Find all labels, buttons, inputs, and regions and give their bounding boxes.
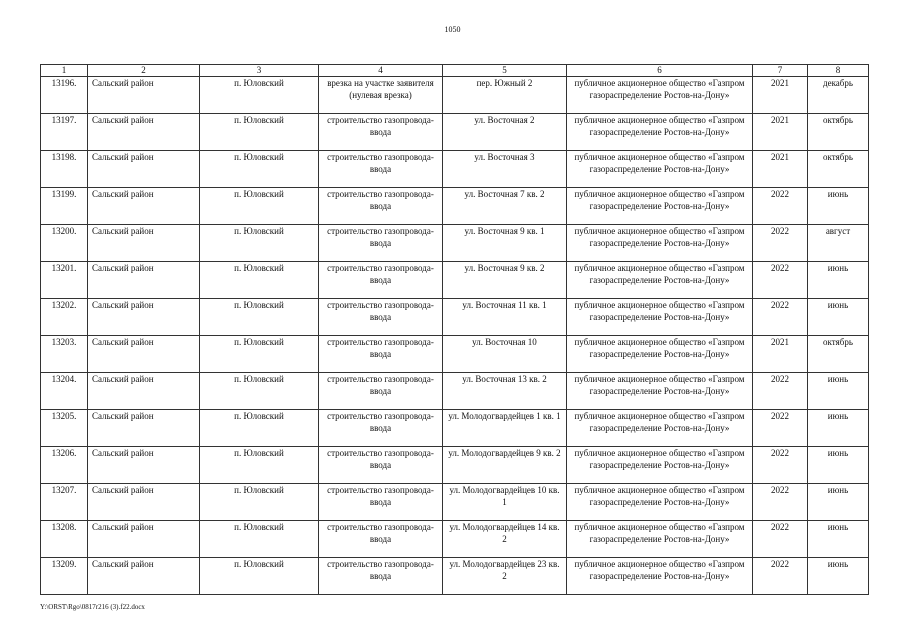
cell-address: ул. Молодогвардейцев 1 кв. 1 [443,410,567,447]
cell-work-type: строительство газопровода-ввода [319,262,443,299]
cell-year: 2022 [753,558,808,595]
cell-year: 2021 [753,114,808,151]
cell-address: ул. Молодогвардейцев 23 кв. 2 [443,558,567,595]
cell-settlement: п. Юловский [200,558,319,595]
cell-work-type: строительство газопровода-ввода [319,336,443,373]
cell-month: декабрь [808,77,869,114]
cell-district: Сальский район [88,558,200,595]
cell-work-type: строительство газопровода-ввода [319,447,443,484]
cell-settlement: п. Юловский [200,447,319,484]
cell-organization: публичное акционерное общество «Газпром газораспределение Ростов-на-Дону» [567,521,753,558]
cell-work-type: строительство газопровода-ввода [319,114,443,151]
cell-organization: публичное акционерное общество «Газпром газораспределение Ростов-на-Дону» [567,225,753,262]
cell-year: 2022 [753,447,808,484]
table-row [41,225,869,262]
cell-settlement: п. Юловский [200,521,319,558]
data-table [40,64,869,595]
cell-address: ул. Восточная 3 [443,151,567,188]
cell-month: июнь [808,521,869,558]
cell-district: Сальский район [88,262,200,299]
cell-organization: публичное акционерное общество «Газпром газораспределение Ростов-на-Дону» [567,373,753,410]
table-row [41,188,869,225]
table-row [41,151,869,188]
cell-organization: публичное акционерное общество «Газпром газораспределение Ростов-на-Дону» [567,188,753,225]
cell-work-type: врезка на участке заявителя (нулевая врезка) [319,77,443,114]
cell-district: Сальский район [88,336,200,373]
cell-year: 2021 [753,336,808,373]
column-header: 2 [88,65,200,77]
table-row [41,521,869,558]
cell-month: июнь [808,410,869,447]
cell-row-number: 13203. [41,336,88,373]
cell-organization: публичное акционерное общество «Газпром газораспределение Ростов-на-Дону» [567,77,753,114]
cell-district: Сальский район [88,114,200,151]
cell-organization: публичное акционерное общество «Газпром газораспределение Ростов-на-Дону» [567,114,753,151]
column-header: 6 [567,65,753,77]
cell-row-number: 13206. [41,447,88,484]
cell-month: июнь [808,299,869,336]
cell-year: 2021 [753,151,808,188]
cell-organization: публичное акционерное общество «Газпром газораспределение Ростов-на-Дону» [567,410,753,447]
cell-month: октябрь [808,114,869,151]
cell-month: июнь [808,373,869,410]
cell-settlement: п. Юловский [200,484,319,521]
cell-row-number: 13201. [41,262,88,299]
column-header: 7 [753,65,808,77]
cell-work-type: строительство газопровода-ввода [319,558,443,595]
cell-row-number: 13205. [41,410,88,447]
cell-address: ул. Восточная 11 кв. 1 [443,299,567,336]
table-row [41,336,869,373]
cell-district: Сальский район [88,225,200,262]
table-row [41,558,869,595]
cell-address: ул. Молодогвардейцев 10 кв. 1 [443,484,567,521]
cell-work-type: строительство газопровода-ввода [319,188,443,225]
cell-address: ул. Восточная 13 кв. 2 [443,373,567,410]
cell-row-number: 13200. [41,225,88,262]
cell-year: 2021 [753,77,808,114]
cell-year: 2022 [753,373,808,410]
cell-work-type: строительство газопровода-ввода [319,484,443,521]
cell-district: Сальский район [88,151,200,188]
table-row [41,299,869,336]
cell-district: Сальский район [88,77,200,114]
cell-row-number: 13209. [41,558,88,595]
cell-organization: публичное акционерное общество «Газпром газораспределение Ростов-на-Дону» [567,447,753,484]
cell-row-number: 13208. [41,521,88,558]
cell-work-type: строительство газопровода-ввода [319,410,443,447]
column-header: 5 [443,65,567,77]
cell-year: 2022 [753,410,808,447]
column-header: 4 [319,65,443,77]
cell-row-number: 13204. [41,373,88,410]
cell-settlement: п. Юловский [200,410,319,447]
table-row [41,262,869,299]
cell-district: Сальский район [88,521,200,558]
cell-work-type: строительство газопровода-ввода [319,225,443,262]
footer-file-path: Y:\ORST\Rgo\0817r216 (3).f22.docx [40,603,145,611]
cell-row-number: 13207. [41,484,88,521]
table-header-row [41,65,869,77]
cell-settlement: п. Юловский [200,373,319,410]
column-header: 8 [808,65,869,77]
cell-organization: публичное акционерное общество «Газпром газораспределение Ростов-на-Дону» [567,484,753,521]
cell-organization: публичное акционерное общество «Газпром газораспределение Ростов-на-Дону» [567,151,753,188]
cell-settlement: п. Юловский [200,336,319,373]
cell-row-number: 13202. [41,299,88,336]
table-row [41,484,869,521]
cell-settlement: п. Юловский [200,262,319,299]
cell-settlement: п. Юловский [200,188,319,225]
cell-address: ул. Восточная 9 кв. 2 [443,262,567,299]
cell-district: Сальский район [88,410,200,447]
cell-settlement: п. Юловский [200,114,319,151]
cell-month: июнь [808,188,869,225]
table-row [41,410,869,447]
cell-district: Сальский район [88,447,200,484]
column-header: 3 [200,65,319,77]
cell-address: ул. Восточная 2 [443,114,567,151]
cell-organization: публичное акционерное общество «Газпром газораспределение Ростов-на-Дону» [567,336,753,373]
cell-address: ул. Молодогвардейцев 9 кв. 2 [443,447,567,484]
cell-work-type: строительство газопровода-ввода [319,521,443,558]
page-number: 1050 [444,25,461,34]
cell-district: Сальский район [88,188,200,225]
cell-settlement: п. Юловский [200,225,319,262]
cell-month: август [808,225,869,262]
cell-settlement: п. Юловский [200,77,319,114]
cell-year: 2022 [753,484,808,521]
cell-organization: публичное акционерное общество «Газпром газораспределение Ростов-на-Дону» [567,558,753,595]
cell-year: 2022 [753,262,808,299]
cell-row-number: 13197. [41,114,88,151]
cell-year: 2022 [753,225,808,262]
cell-month: июнь [808,262,869,299]
cell-month: июнь [808,484,869,521]
table-row [41,447,869,484]
cell-row-number: 13198. [41,151,88,188]
table-row [41,77,869,114]
cell-address: ул. Восточная 10 [443,336,567,373]
cell-settlement: п. Юловский [200,151,319,188]
cell-month: октябрь [808,336,869,373]
cell-address: ул. Молодогвардейцев 14 кв. 2 [443,521,567,558]
cell-organization: публичное акционерное общество «Газпром газораспределение Ростов-на-Дону» [567,299,753,336]
cell-settlement: п. Юловский [200,299,319,336]
cell-work-type: строительство газопровода-ввода [319,373,443,410]
column-header: 1 [41,65,88,77]
cell-district: Сальский район [88,373,200,410]
cell-month: июнь [808,447,869,484]
cell-address: пер. Южный 2 [443,77,567,114]
cell-organization: публичное акционерное общество «Газпром газораспределение Ростов-на-Дону» [567,262,753,299]
cell-district: Сальский район [88,484,200,521]
cell-row-number: 13196. [41,77,88,114]
cell-month: июнь [808,558,869,595]
cell-row-number: 13199. [41,188,88,225]
cell-year: 2022 [753,188,808,225]
cell-year: 2022 [753,521,808,558]
table-row [41,114,869,151]
cell-address: ул. Восточная 7 кв. 2 [443,188,567,225]
cell-work-type: строительство газопровода-ввода [319,151,443,188]
cell-year: 2022 [753,299,808,336]
cell-address: ул. Восточная 9 кв. 1 [443,225,567,262]
table-row [41,373,869,410]
cell-district: Сальский район [88,299,200,336]
cell-month: октябрь [808,151,869,188]
cell-work-type: строительство газопровода-ввода [319,299,443,336]
